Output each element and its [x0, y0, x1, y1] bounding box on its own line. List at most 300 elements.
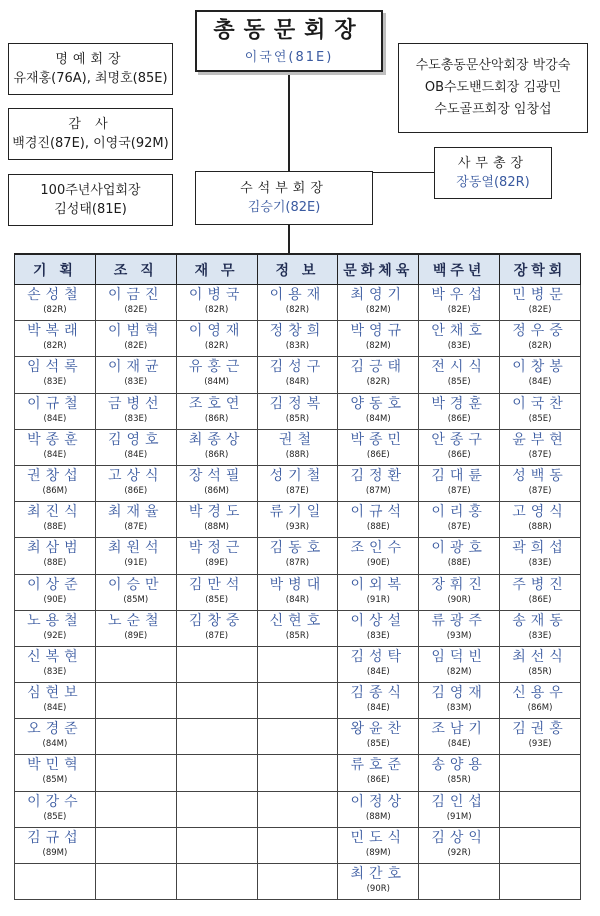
member-year: (91R) — [366, 594, 390, 605]
member-year: (87M) — [365, 485, 391, 496]
secretary-name: 장동열(82R) — [456, 175, 530, 190]
centennial-name: 김성태(81E) — [54, 202, 127, 217]
member-cell — [15, 321, 96, 357]
member-cell — [95, 827, 176, 863]
member-name: 곽희섭 — [512, 540, 568, 557]
member-name: 최간호 — [350, 866, 407, 882]
table-row — [15, 610, 581, 646]
member-year: (82M) — [365, 341, 391, 352]
member-name: 최선식 — [512, 648, 568, 665]
member-name: 권창섭 — [27, 467, 83, 484]
member-year: (86E) — [528, 594, 552, 605]
member-year: (86M) — [204, 485, 229, 496]
member-cell — [419, 610, 500, 646]
member-cell — [176, 393, 257, 429]
member-year: (87E) — [447, 485, 471, 496]
member-cell — [500, 755, 581, 791]
member-name: 이범혁 — [107, 323, 164, 340]
member-year: (86E) — [447, 413, 471, 424]
member-cell — [500, 465, 581, 501]
centennial-box — [8, 174, 173, 226]
member-year: (82E) — [447, 305, 471, 315]
member-cell — [95, 791, 176, 827]
auditor-names: 백경진(87E), 이영국(92M) — [12, 136, 169, 151]
member-cell — [15, 791, 96, 827]
member-name: 박종민 — [350, 431, 407, 448]
member-cell — [176, 755, 257, 791]
table-row — [15, 791, 581, 827]
member-name: 송재동 — [512, 612, 568, 629]
chairman-name: 이국연(81E) — [244, 49, 334, 65]
member-cell — [500, 429, 581, 465]
member-cell — [419, 791, 500, 827]
member-year: (92E) — [43, 630, 67, 641]
member-year: (84E) — [366, 666, 390, 677]
table-row — [15, 538, 581, 574]
member-name: 이상준 — [27, 576, 83, 593]
member-name: 오경준 — [27, 721, 83, 738]
member-name: 김영재 — [431, 685, 487, 702]
member-cell — [176, 719, 257, 755]
auditor-box — [8, 108, 173, 160]
member-name: 장휘진 — [431, 576, 487, 593]
member-cell — [176, 429, 257, 465]
member-name: 박종훈 — [27, 431, 83, 448]
honorary-box — [8, 43, 173, 95]
member-year: (86E) — [124, 485, 148, 496]
member-name: 이규석 — [350, 504, 407, 521]
member-name: 이강수 — [27, 793, 83, 810]
member-year: (82R) — [528, 341, 552, 352]
department-header: 재 무 — [176, 255, 257, 285]
member-year: (88E) — [43, 558, 67, 569]
member-year: (82M) — [446, 666, 472, 677]
member-name: 안채호 — [431, 323, 487, 340]
department-header: 문화체육 — [338, 255, 419, 285]
member-cell — [15, 646, 96, 682]
member-name: 김규섭 — [27, 829, 83, 846]
member-cell — [15, 864, 96, 900]
member-cell — [500, 502, 581, 538]
member-cell — [95, 646, 176, 682]
member-cell — [338, 646, 419, 682]
member-name: 민도식 — [350, 829, 407, 846]
member-cell — [338, 755, 419, 791]
member-cell — [176, 465, 257, 501]
member-cell — [15, 429, 96, 465]
member-cell — [338, 393, 419, 429]
member-cell — [419, 285, 500, 321]
member-name: 박병대 — [269, 576, 326, 593]
member-cell — [419, 574, 500, 610]
member-year: (83E) — [43, 666, 67, 677]
member-name: 박경훈 — [431, 395, 487, 412]
vice-chair-title: 수석부회장 — [240, 181, 328, 196]
member-name: 정창희 — [269, 323, 326, 340]
member-name: 신복현 — [27, 648, 83, 665]
member-name: 박복래 — [27, 323, 83, 340]
table-row — [15, 683, 581, 719]
member-cell — [176, 683, 257, 719]
member-year: (91E) — [124, 558, 148, 569]
member-cell — [500, 646, 581, 682]
member-cell — [15, 827, 96, 863]
member-name: 이승만 — [107, 576, 164, 593]
department-header-row — [15, 255, 581, 285]
member-cell — [338, 321, 419, 357]
member-cell — [257, 827, 338, 863]
honorary-names: 유재홍(76A), 최명호(85E) — [13, 71, 168, 86]
member-name: 이정상 — [350, 793, 407, 810]
member-cell — [15, 610, 96, 646]
member-year: (82R) — [366, 377, 390, 388]
member-year: (84E) — [366, 703, 390, 714]
member-name: 조남기 — [431, 721, 487, 738]
member-cell — [500, 393, 581, 429]
member-year: (93M) — [446, 630, 472, 641]
member-year: (86R) — [204, 413, 229, 424]
member-year: (85E) — [528, 413, 552, 424]
member-cell — [338, 610, 419, 646]
member-year: (86R) — [204, 449, 229, 460]
table-row — [15, 755, 581, 791]
member-year: (88M) — [365, 811, 391, 822]
member-cell — [338, 465, 419, 501]
member-cell — [419, 755, 500, 791]
member-year: (86M) — [527, 703, 553, 714]
member-cell — [95, 683, 176, 719]
member-name: 전시식 — [431, 359, 487, 376]
member-cell — [15, 755, 96, 791]
member-year: (88R) — [285, 449, 310, 460]
member-name: 조호연 — [188, 395, 245, 412]
member-name: 김영호 — [107, 431, 164, 448]
member-name: 박정근 — [188, 540, 245, 557]
member-name: 김대륜 — [431, 467, 487, 484]
member-cell — [338, 864, 419, 900]
member-cell — [500, 285, 581, 321]
member-cell — [419, 864, 500, 900]
member-name: 노순철 — [107, 612, 164, 629]
member-cell — [176, 538, 257, 574]
member-cell — [95, 719, 176, 755]
member-cell — [95, 465, 176, 501]
member-name: 이리홍 — [431, 504, 487, 521]
member-cell — [257, 646, 338, 682]
member-name: 김권홍 — [512, 721, 568, 738]
member-cell — [419, 502, 500, 538]
member-cell — [15, 574, 96, 610]
member-year: (84E) — [43, 703, 67, 714]
member-name: 김정복 — [269, 395, 326, 412]
member-cell — [95, 429, 176, 465]
member-cell — [257, 502, 338, 538]
member-name: 김성구 — [269, 359, 326, 376]
member-cell — [500, 357, 581, 393]
member-year: (82E) — [124, 305, 148, 315]
member-year: (87R) — [285, 558, 310, 569]
member-cell — [419, 719, 500, 755]
member-year: (83E) — [528, 630, 552, 641]
member-year: (84R) — [285, 377, 310, 388]
connector-secretary — [372, 172, 434, 173]
member-year: (83E) — [366, 630, 390, 641]
member-year: (87E) — [528, 449, 552, 460]
member-name: 고상식 — [107, 467, 164, 484]
member-name: 이외복 — [350, 576, 407, 593]
member-cell — [95, 574, 176, 610]
member-name: 권철 — [278, 431, 316, 448]
member-cell — [15, 393, 96, 429]
member-year: (89M) — [365, 847, 391, 858]
member-year: (91M) — [446, 811, 472, 822]
member-name: 최영기 — [350, 287, 407, 303]
member-cell — [500, 864, 581, 900]
member-cell — [95, 285, 176, 321]
member-year: (87E) — [447, 522, 471, 533]
member-cell — [338, 285, 419, 321]
member-cell — [257, 285, 338, 321]
club-line: OB수도밴드회장 김광민 — [424, 80, 562, 95]
member-year: (85E) — [205, 594, 229, 605]
member-name: 이병국 — [188, 287, 245, 303]
member-year: (88E) — [366, 522, 390, 533]
member-name: 이용재 — [269, 287, 326, 303]
department-header: 백주년 — [419, 255, 500, 285]
member-year: (88E) — [447, 558, 471, 569]
member-cell — [419, 321, 500, 357]
member-name: 성기철 — [269, 467, 326, 484]
member-cell — [419, 465, 500, 501]
table-row — [15, 502, 581, 538]
member-cell — [95, 357, 176, 393]
member-year: (86M) — [42, 485, 68, 496]
member-name: 유홍근 — [188, 359, 245, 376]
department-header: 기 획 — [15, 255, 96, 285]
member-year: (84E) — [124, 449, 148, 460]
table-row — [15, 357, 581, 393]
member-cell — [15, 502, 96, 538]
member-cell — [419, 646, 500, 682]
member-cell — [419, 683, 500, 719]
member-name: 박영규 — [350, 323, 407, 340]
member-cell — [500, 791, 581, 827]
member-cell — [95, 502, 176, 538]
member-name: 김창중 — [188, 612, 245, 629]
member-name: 박민혁 — [27, 757, 83, 774]
member-cell — [257, 791, 338, 827]
member-year: (84R) — [285, 594, 310, 605]
member-name: 윤부현 — [512, 431, 568, 448]
member-cell — [257, 321, 338, 357]
member-name: 안종구 — [431, 431, 487, 448]
member-name: 류호준 — [350, 757, 407, 774]
member-year: (82R) — [204, 341, 229, 352]
member-year: (85R) — [285, 630, 310, 641]
member-cell — [338, 683, 419, 719]
member-year: (93R) — [285, 522, 310, 533]
member-name: 이광호 — [431, 540, 487, 557]
member-name: 신현호 — [269, 612, 326, 629]
member-cell — [500, 683, 581, 719]
honorary-title: 명예회장 — [55, 52, 126, 67]
member-cell — [338, 827, 419, 863]
member-year: (83R) — [285, 341, 310, 352]
member-name: 성백동 — [512, 467, 568, 484]
member-year: (92R) — [447, 847, 471, 858]
auditor-title: 감 사 — [68, 117, 113, 132]
member-year: (83E) — [124, 377, 148, 388]
member-year: (84E) — [447, 739, 471, 750]
member-cell — [338, 538, 419, 574]
member-cell — [176, 502, 257, 538]
vice-chair-name: 김승기(82E) — [247, 200, 321, 215]
member-cell — [338, 574, 419, 610]
member-year: (84M) — [204, 377, 229, 388]
member-cell — [257, 357, 338, 393]
member-cell — [176, 574, 257, 610]
table-row — [15, 864, 581, 900]
member-year: (89E) — [124, 630, 148, 641]
member-cell — [257, 429, 338, 465]
member-year: (83E) — [124, 413, 148, 424]
member-year: (86E) — [366, 775, 390, 786]
centennial-title: 100주년사업회장 — [40, 183, 141, 198]
member-year: (85R) — [528, 666, 552, 677]
member-cell — [15, 465, 96, 501]
member-cell — [15, 357, 96, 393]
member-year: (88E) — [43, 522, 67, 533]
member-name: 임석록 — [27, 359, 83, 376]
member-name: 김만석 — [188, 576, 245, 593]
member-cell — [176, 791, 257, 827]
secretary-title: 사무총장 — [457, 156, 529, 171]
member-cell — [257, 864, 338, 900]
member-name: 김긍태 — [350, 359, 407, 376]
member-name: 주병진 — [512, 576, 568, 593]
member-name: 민병문 — [512, 287, 568, 303]
member-name: 이상설 — [350, 612, 407, 629]
member-year: (82R) — [43, 305, 67, 315]
member-name: 양동호 — [350, 395, 407, 412]
member-cell — [257, 574, 338, 610]
member-cell — [15, 719, 96, 755]
table-row — [15, 827, 581, 863]
member-year: (85M) — [42, 775, 68, 786]
member-name: 이규철 — [27, 395, 83, 412]
table-row — [15, 429, 581, 465]
member-name: 최재율 — [107, 504, 164, 521]
member-year: (83M) — [446, 703, 472, 714]
table-row — [15, 719, 581, 755]
member-name: 이금진 — [107, 287, 164, 303]
member-year: (82R) — [43, 341, 67, 352]
member-cell — [257, 610, 338, 646]
member-year: (85E) — [43, 811, 67, 822]
member-year: (82R) — [285, 305, 310, 315]
member-cell — [500, 827, 581, 863]
member-year: (87E) — [528, 485, 552, 496]
vice-chair-box — [195, 171, 373, 225]
member-year: (85E) — [447, 377, 471, 388]
member-year: (87E) — [286, 485, 309, 496]
member-year: (84E) — [43, 413, 67, 424]
chairman-box — [195, 10, 383, 72]
member-name: 송양용 — [431, 757, 487, 774]
member-cell — [176, 285, 257, 321]
member-cell — [257, 393, 338, 429]
member-cell — [500, 610, 581, 646]
member-cell — [176, 321, 257, 357]
member-year: (85R) — [285, 413, 310, 424]
member-name: 노용철 — [27, 612, 83, 629]
secretary-box — [434, 147, 552, 199]
member-year: (82R) — [204, 305, 229, 315]
member-year: (84M) — [42, 739, 68, 750]
member-year: (89E) — [205, 558, 229, 569]
member-name: 정우중 — [512, 323, 568, 340]
department-header: 조 직 — [95, 255, 176, 285]
member-year: (93E) — [528, 739, 552, 750]
member-year: (90E) — [366, 558, 390, 569]
member-name: 류기일 — [269, 504, 326, 521]
member-name: 박우섭 — [431, 287, 487, 303]
member-name: 김성탁 — [350, 648, 407, 665]
member-name: 박경도 — [188, 504, 245, 521]
member-name: 금병선 — [107, 395, 164, 412]
member-cell — [257, 538, 338, 574]
table-row — [15, 465, 581, 501]
member-cell — [95, 755, 176, 791]
member-year: (83E) — [447, 341, 471, 352]
member-cell — [176, 357, 257, 393]
member-cell — [176, 610, 257, 646]
member-name: 김상익 — [431, 829, 487, 846]
member-name: 임덕빈 — [431, 648, 487, 665]
member-cell — [338, 357, 419, 393]
chairman-title: 총동문회장 — [213, 17, 365, 43]
member-year: (84M) — [365, 413, 391, 424]
member-year: (84E) — [43, 449, 67, 460]
member-year: (90R) — [366, 884, 390, 894]
member-cell — [419, 827, 500, 863]
member-cell — [257, 755, 338, 791]
member-name: 이재균 — [107, 359, 164, 376]
table-row — [15, 321, 581, 357]
table-row — [15, 393, 581, 429]
member-year: (85E) — [366, 739, 390, 750]
member-name: 심현보 — [27, 685, 83, 702]
club-line: 수도총동문산악회장 박강숙 — [415, 58, 571, 73]
member-name: 이영재 — [188, 323, 245, 340]
member-year: (83E) — [43, 377, 67, 388]
member-year: (88M) — [204, 522, 229, 533]
member-cell — [95, 393, 176, 429]
member-cell — [176, 646, 257, 682]
member-name: 최진식 — [27, 504, 83, 521]
member-name: 김종식 — [350, 685, 407, 702]
member-year: (83E) — [528, 558, 552, 569]
member-year: (86E) — [366, 449, 390, 460]
department-header: 정 보 — [257, 255, 338, 285]
member-name: 김동호 — [269, 540, 326, 557]
member-cell — [95, 538, 176, 574]
member-name: 류광주 — [431, 612, 487, 629]
member-cell — [95, 321, 176, 357]
clubs-box — [398, 43, 588, 133]
member-cell — [15, 683, 96, 719]
member-name: 이국찬 — [512, 395, 568, 412]
